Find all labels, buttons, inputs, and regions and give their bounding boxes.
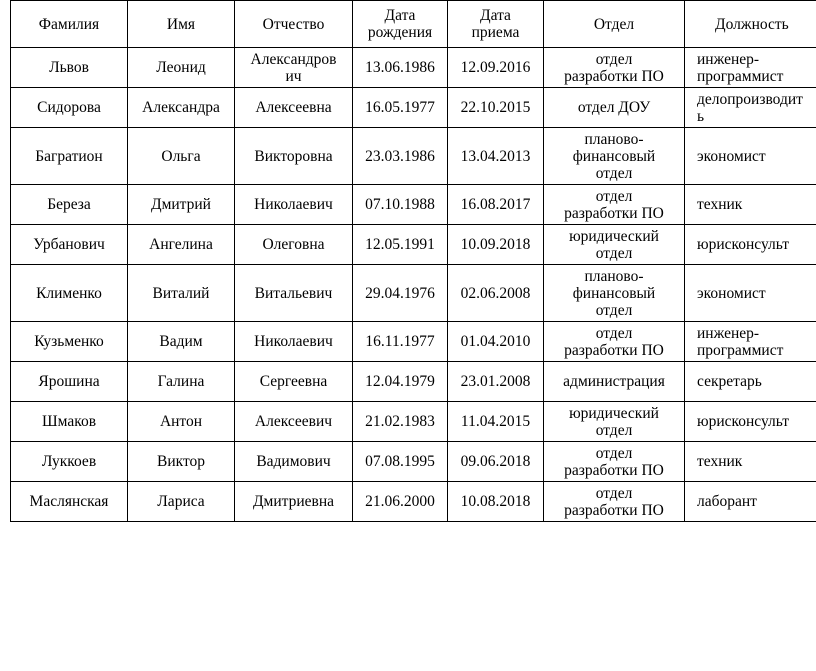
header-first-name: Имя [128,1,235,48]
cell-department: юридический отдел [544,225,685,265]
header-patronymic: Отчество [235,1,353,48]
cell-position: юрисконсульт [685,402,816,442]
cell-last-name: Кузьменко [11,322,128,362]
cell-birth-date: 07.10.1988 [353,185,448,225]
cell-birth-date: 16.05.1977 [353,88,448,128]
cell-first-name: Ольга [128,128,235,185]
table-row [11,402,816,442]
header-hire-date: Дата приема [448,1,544,48]
cell-last-name: Ярошина [11,362,128,402]
cell-position: экономист [685,128,816,185]
header-department: Отдел [544,1,685,48]
cell-hire-date: 10.09.2018 [448,225,544,265]
cell-patronymic: Витальевич [235,265,353,322]
header-birth-date: Дата рождения [353,1,448,48]
cell-birth-date: 16.11.1977 [353,322,448,362]
cell-birth-date: 13.06.1986 [353,48,448,88]
cell-hire-date: 16.08.2017 [448,185,544,225]
cell-department: отдел разработки ПО [544,322,685,362]
cell-department: отдел разработки ПО [544,442,685,482]
cell-patronymic: Викторовна [235,128,353,185]
header-last-name: Фамилия [11,1,128,48]
cell-department: планово- финансовый отдел [544,265,685,322]
table-row [11,442,816,482]
cell-first-name: Виталий [128,265,235,322]
cell-position: техник [685,442,816,482]
cell-department: отдел разработки ПО [544,185,685,225]
cell-hire-date: 22.10.2015 [448,88,544,128]
cell-department: юридический отдел [544,402,685,442]
table-row [11,362,816,402]
cell-birth-date: 21.02.1983 [353,402,448,442]
cell-last-name: Урбанович [11,225,128,265]
cell-first-name: Антон [128,402,235,442]
cell-birth-date: 29.04.1976 [353,265,448,322]
cell-birth-date: 12.04.1979 [353,362,448,402]
cell-first-name: Виктор [128,442,235,482]
cell-position: экономист [685,265,816,322]
cell-position: инженер- программист [685,48,816,88]
cell-birth-date: 07.08.1995 [353,442,448,482]
cell-hire-date: 10.08.2018 [448,482,544,522]
cell-department: администрация [544,362,685,402]
cell-first-name: Ангелина [128,225,235,265]
cell-last-name: Сидорова [11,88,128,128]
table-row [11,322,816,362]
header-position: Должность [685,1,816,48]
cell-patronymic: Вадимович [235,442,353,482]
cell-patronymic: Алексеевич [235,402,353,442]
table-row [11,128,816,185]
cell-position: юрисконсульт [685,225,816,265]
cell-last-name: Багратион [11,128,128,185]
cell-first-name: Вадим [128,322,235,362]
cell-patronymic: Алексеевна [235,88,353,128]
cell-last-name: Клименко [11,265,128,322]
cell-department: отдел ДОУ [544,88,685,128]
table-row [11,48,816,88]
cell-patronymic: Дмитриевна [235,482,353,522]
cell-birth-date: 23.03.1986 [353,128,448,185]
table-row [11,482,816,522]
cell-hire-date: 01.04.2010 [448,322,544,362]
table-row [11,88,816,128]
cell-hire-date: 23.01.2008 [448,362,544,402]
cell-birth-date: 21.06.2000 [353,482,448,522]
table-body [11,48,816,522]
cell-last-name: Береза [11,185,128,225]
cell-last-name: Луккоев [11,442,128,482]
cell-position: секретарь [685,362,816,402]
cell-patronymic: Николаевич [235,185,353,225]
table-row [11,265,816,322]
cell-hire-date: 02.06.2008 [448,265,544,322]
cell-first-name: Александра [128,88,235,128]
cell-department: планово- финансовый отдел [544,128,685,185]
cell-department: отдел разработки ПО [544,48,685,88]
cell-first-name: Дмитрий [128,185,235,225]
table-row [11,185,816,225]
cell-last-name: Львов [11,48,128,88]
cell-first-name: Галина [128,362,235,402]
cell-hire-date: 12.09.2016 [448,48,544,88]
cell-patronymic: Сергеевна [235,362,353,402]
cell-department: отдел разработки ПО [544,482,685,522]
cell-hire-date: 09.06.2018 [448,442,544,482]
cell-position: делопроизводит ь [685,88,816,128]
cell-patronymic: Олеговна [235,225,353,265]
cell-hire-date: 13.04.2013 [448,128,544,185]
cell-first-name: Леонид [128,48,235,88]
table-row [11,225,816,265]
employees-table [10,0,816,522]
cell-position: инженер- программист [685,322,816,362]
cell-first-name: Лариса [128,482,235,522]
cell-position: лаборант [685,482,816,522]
cell-hire-date: 11.04.2015 [448,402,544,442]
cell-last-name: Маслянская [11,482,128,522]
header-row [11,1,816,48]
cell-patronymic: Николаевич [235,322,353,362]
cell-position: техник [685,185,816,225]
cell-last-name: Шмаков [11,402,128,442]
cell-patronymic: Александров ич [235,48,353,88]
cell-birth-date: 12.05.1991 [353,225,448,265]
